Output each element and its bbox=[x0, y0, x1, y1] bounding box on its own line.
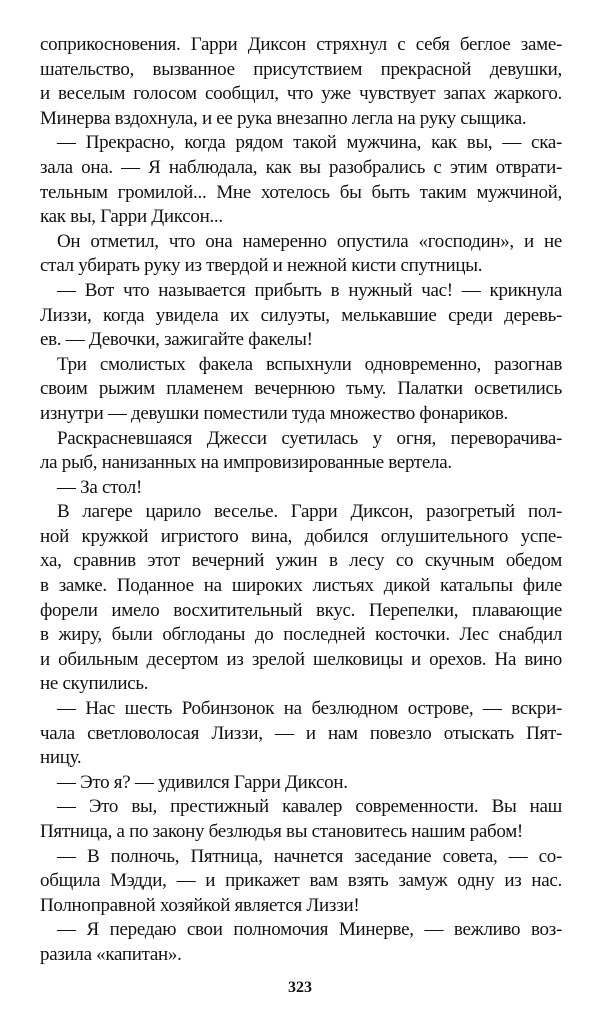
text-line: В лагере царило веселье. Гарри Диксон, разогретый пол- bbox=[57, 501, 562, 523]
text-line: разила «капитан». bbox=[40, 943, 182, 965]
text-line: шательство, вызванное присутствием прекрасной девушки, bbox=[40, 58, 562, 80]
text-line: соприкосновения. Гарри Диксон стряхнул с себя беглое заме- bbox=[40, 34, 562, 55]
text-line: как вы, Гарри Диксон... bbox=[40, 206, 223, 228]
paragraph bbox=[40, 279, 562, 353]
text-line: — За стол! bbox=[57, 476, 142, 498]
text-line: Лиззи, когда увидела их силуэты, мелькавшие среди деревь- bbox=[40, 304, 562, 326]
page-text-block bbox=[40, 33, 562, 968]
text-line: Полноправной хозяйкой является Лиззи! bbox=[40, 894, 360, 916]
paragraph bbox=[40, 697, 562, 771]
paragraph bbox=[40, 795, 562, 844]
text-line: ев. — Девочки, зажигайте факелы! bbox=[40, 329, 313, 351]
paragraph bbox=[40, 353, 562, 427]
text-line: — Прекрасно, когда рядом такой мужчина, как вы, — ска- bbox=[57, 132, 562, 154]
paragraph bbox=[40, 476, 562, 501]
text-line: форели имело восхитительный вкус. Перепелки, плавающие bbox=[40, 599, 562, 621]
text-line: и обильным десертом из зрелой шелковицы и орехов. На вино bbox=[40, 648, 562, 670]
text-line: ха, сравнив этот вечерний ужин в лесу со скучным обедом bbox=[40, 550, 562, 572]
text-line: Пятница, а по закону безлюдья вы становитесь нашим рабом! bbox=[40, 821, 523, 842]
text-line: в замке. Поданное на широких листьях дикой катальпы филе bbox=[40, 575, 562, 597]
text-line: Он отметил, что она намеренно опустила «господин», и не bbox=[57, 230, 562, 252]
text-line: ной кружкой игристого вина, добился оглушительного успе- bbox=[40, 525, 562, 547]
paragraph bbox=[40, 131, 562, 229]
text-line: изнутри — девушки поместили туда множество фонариков. bbox=[40, 402, 508, 424]
text-line: Три смолистых факела вспыхнули одновременно, разогнав bbox=[57, 353, 562, 375]
text-line: Минерва вздохнула, и ее рука внезапно легла на руку сыщика. bbox=[40, 107, 527, 129]
text-line: чала светловолосая Лиззи, — и нам повезло отыскать Пят- bbox=[40, 722, 562, 744]
text-line: ла рыб, нанизанных на импровизированные вертела. bbox=[40, 452, 452, 474]
text-line: в жиру, были обглоданы до последней косточки. Лес снабдил bbox=[40, 624, 562, 646]
text-line: общила Мэдди, — и прикажет вам взять замуж одну из нас. bbox=[40, 870, 562, 892]
paragraph bbox=[40, 500, 562, 697]
text-line: — Это вы, престижный кавалер современности. Вы наш bbox=[57, 796, 562, 818]
text-line: не скупились. bbox=[40, 673, 149, 695]
page-number: 323 bbox=[288, 979, 312, 996]
text-line: и веселым голосом сообщил, что уже чувствует запах жаркого. bbox=[40, 83, 562, 105]
text-line: ницу. bbox=[40, 747, 82, 769]
paragraph bbox=[40, 845, 562, 919]
text-line: Раскрасневшаяся Джесси суетилась у огня, переворачива- bbox=[57, 427, 562, 449]
paragraph bbox=[40, 771, 562, 796]
text-line: — В полночь, Пятница, начнется заседание совета, — со- bbox=[57, 845, 562, 867]
text-line: — Вот что называется прибыть в нужный час! — крикнула bbox=[57, 279, 562, 301]
paragraph bbox=[40, 33, 562, 131]
text-line: — Это я? — удивился Гарри Диксон. bbox=[57, 771, 348, 793]
text-line: зала она. — Я наблюдала, как вы разобрались с этим отврати- bbox=[40, 156, 562, 178]
paragraph bbox=[40, 427, 562, 476]
text-line: — Я передаю свои полномочия Минерве, — вежливо воз- bbox=[57, 919, 562, 941]
paragraph bbox=[40, 230, 562, 279]
text-line: тельным громилой... Мне хотелось бы быть таким мужчиной, bbox=[40, 181, 562, 203]
paragraph bbox=[40, 918, 562, 967]
text-line: стал убирать руку из твердой и нежной кисти спутницы. bbox=[40, 255, 483, 277]
text-line: — Нас шесть Робинзонок на безлюдном острове, — вскри- bbox=[57, 698, 562, 720]
text-line: своим рыжим пламенем вечернюю тьму. Палатки осветились bbox=[40, 378, 562, 400]
